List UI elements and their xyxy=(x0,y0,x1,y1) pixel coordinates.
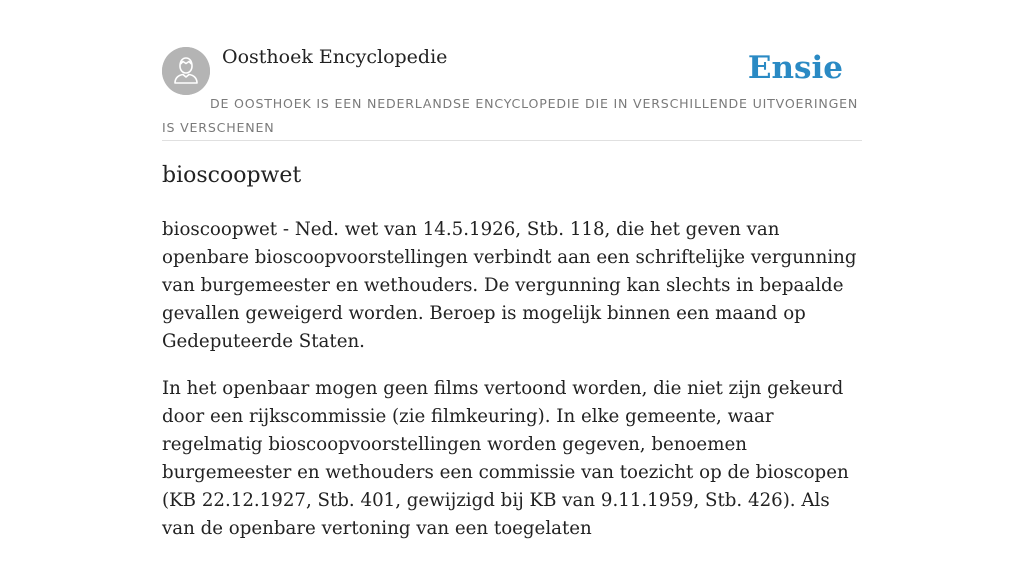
user-icon xyxy=(162,47,210,95)
source-header xyxy=(162,0,862,141)
entry-body xyxy=(162,216,862,562)
entry-paragraph: bioscoopwet - Ned. wet van 14.5.1926, Stb. 118, die het geven van openbare bioscoopvoorstellingen verbindt aan een schriftelijke vergunning van burgemeester en wethouders. De vergunning kan slechts in bepaalde gevallen geweigerd worden. Beroep is mogelijk binnen een maand op Gedeputeerde Staten. xyxy=(162,219,857,352)
page-title: bioscoopwet xyxy=(162,163,302,188)
ensie-logo[interactable]: Ensie xyxy=(747,50,843,86)
source-description: DE OOSTHOEK IS EEN NEDERLANDSE ENCYCLOPEDIE DIE IN VERSCHILLENDE UITVOERINGEN IS VERSCHENEN xyxy=(162,96,859,135)
avatar[interactable] xyxy=(162,47,210,95)
source-title[interactable]: Oosthoek Encyclopedie xyxy=(222,46,448,68)
entry-paragraph: In het openbaar mogen geen films vertoond worden, die niet zijn gekeurd door een rijkscommissie (zie filmkeuring). In elke gemeente, waar regelmatig bioscoopvoorstellingen worden gegeven, benoemen burgemeester en wethouders een commissie van toezicht op de bioscopen (KB 22.12.1927, Stb. 401, gewijzigd bij KB van 9.11.1959, Stb. 426). Als van de openbare vertoning van een toegelaten xyxy=(162,378,849,539)
page-container xyxy=(162,0,862,539)
